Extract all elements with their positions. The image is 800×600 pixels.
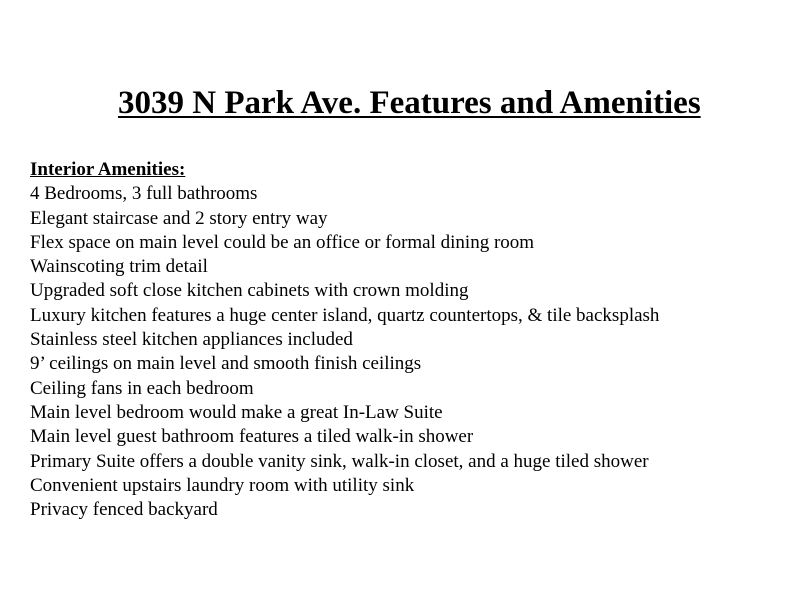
amenity-list <box>30 182 790 522</box>
amenity-item: Convenient upstairs laundry room with utility sink <box>30 474 415 496</box>
amenity-item: Elegant staircase and 2 story entry way <box>30 207 328 229</box>
section-heading: Interior Amenities: <box>30 159 186 180</box>
amenity-item: Stainless steel kitchen appliances included <box>30 329 353 351</box>
amenity-item: Main level guest bathroom features a tiled walk-in shower <box>30 426 474 448</box>
amenity-item: Primary Suite offers a double vanity sink, walk-in closet, and a huge tiled shower <box>30 450 649 472</box>
amenity-item: Privacy fenced backyard <box>30 499 218 521</box>
amenity-item: 9’ ceilings on main level and smooth finish ceilings <box>30 353 422 375</box>
amenity-item: Flex space on main level could be an office or formal dining room <box>30 231 535 253</box>
amenity-item: 4 Bedrooms, 3 full bathrooms <box>30 183 258 205</box>
amenity-item: Main level bedroom would make a great In-Law Suite <box>30 401 443 423</box>
document-title: 3039 N Park Ave. Features and Amenities <box>118 85 701 121</box>
interior-amenities-section <box>30 158 790 522</box>
amenity-item: Luxury kitchen features a huge center island, quartz countertops, & tile backsplash <box>30 304 660 326</box>
amenity-item: Upgraded soft close kitchen cabinets with crown molding <box>30 280 469 302</box>
amenity-item: Ceiling fans in each bedroom <box>30 377 254 399</box>
amenity-item: Wainscoting trim detail <box>30 256 208 278</box>
